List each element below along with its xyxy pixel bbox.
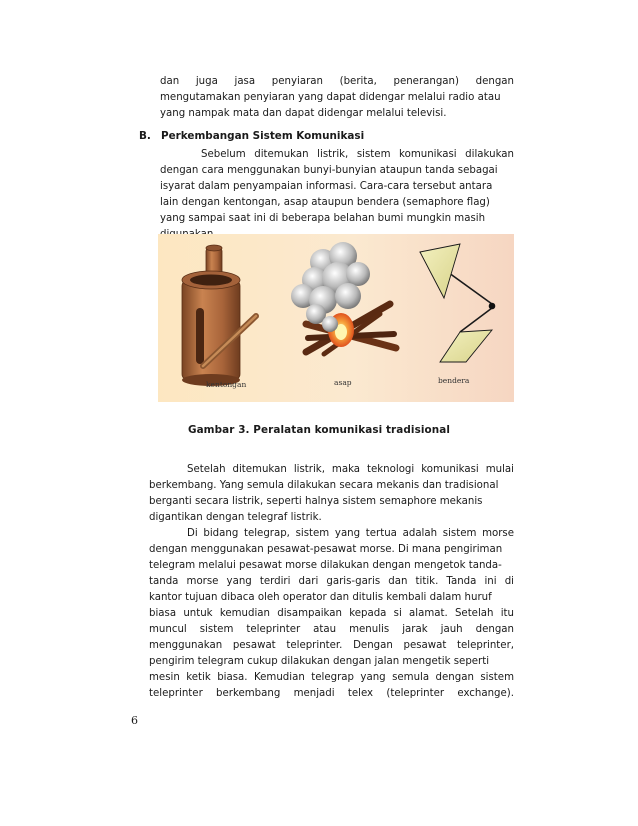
text-line: Di bidang telegrap, sistem yang tertua adalah sistem morse	[187, 528, 514, 539]
label-asap: asap	[334, 378, 352, 387]
text-line: lain dengan kentongan, asap ataupun bendera (semaphore flag)	[160, 197, 490, 208]
label-kentongan: kentongan	[206, 380, 247, 389]
text-line: dengan cara menggunakan bunyi-bunyian ataupun tanda sebagai	[160, 165, 498, 176]
text-line: berganti secara listrik, seperti halnya sistem semaphore mekanis	[149, 496, 483, 507]
text-line: yang sampai saat ini di beberapa belahan bumi mungkin masih	[160, 213, 486, 224]
text-line: muncul sistem teleprinter atau menulis jarak jauh dengan	[149, 624, 514, 635]
text-line: biasa untuk kemudian disampaikan kepada si alamat. Setelah itu	[149, 608, 514, 619]
semaphore-flag-icon	[420, 244, 495, 362]
smoke-fire-icon	[291, 242, 396, 354]
text-line: Sebelum ditemukan listrik, sistem komunikasi dilakukan	[201, 149, 514, 160]
text-line: isyarat dalam penyampaian informasi. Cara-cara tersebut antara	[160, 181, 493, 192]
section-number: B.	[139, 130, 151, 142]
text-line: yang nampak mata dan dapat didengar melalui televisi.	[160, 108, 447, 119]
text-line: mengutamakan penyiaran yang dapat didengar melalui radio atau	[160, 92, 501, 103]
text-line: digantikan dengan telegraf listrik.	[149, 512, 322, 523]
text-line: dengan menggunakan pesawat-pesawat morse. Di mana pengiriman	[149, 544, 503, 555]
label-bendera: bendera	[438, 376, 470, 385]
figure-caption: Gambar 3. Peralatan komunikasi tradisional	[187, 424, 451, 436]
text-line: telegram melalui pesawat morse dilakukan dengan mengetok tanda-	[149, 560, 502, 571]
text-line: dan juga jasa penyiaran (berita, penerangan) dengan	[160, 76, 514, 87]
text-line: tanda morse yang terdiri dari garis-garis dan titik. Tanda ini di	[149, 576, 514, 587]
section-heading	[139, 130, 364, 142]
page-number: 6	[131, 714, 138, 727]
text-line: pengirim telegram cukup dilakukan dengan jalan mengetik seperti	[149, 656, 490, 667]
figure-traditional-communication	[158, 234, 514, 402]
text-line: berkembang. Yang semula dilakukan secara mekanis dan tradisional	[149, 480, 499, 491]
text-line: teleprinter berkembang menjadi telex (teleprinter exchange).	[149, 688, 514, 699]
text-line: menggunakan pesawat teleprinter. Dengan pesawat teleprinter,	[149, 640, 514, 651]
section-title: Perkembangan Sistem Komunikasi	[161, 130, 365, 142]
text-line: mesin ketik biasa. Kemudian telegrap yang semula dengan sistem	[149, 672, 514, 683]
kentongan-drum-icon	[182, 245, 256, 386]
text-line: Setelah ditemukan listrik, maka teknologi komunikasi mulai	[187, 464, 514, 475]
text-line: kantor tujuan dibaca oleh operator dan ditulis kembali dalam huruf	[149, 592, 492, 603]
